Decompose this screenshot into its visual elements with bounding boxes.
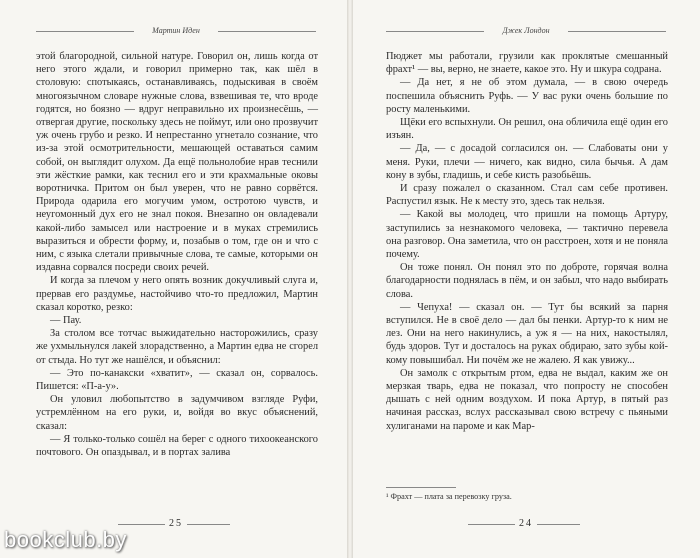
- header-rule: [36, 31, 134, 32]
- footnote: ¹ Фрахт — плата за перевозку груза.: [386, 492, 512, 501]
- right-page-number: [356, 518, 696, 529]
- paragraph: За столом все тотчас выжидательно насторожились, сразу же ухмыльнулся лакей злорадственно, а Мартин едва не сгорел от стыда. Но тут же нашёлся, и объяснил:: [36, 328, 318, 366]
- footnote-rule: [386, 487, 456, 488]
- paragraph: — Это по-канакски «хватит», — сказал он, сорвалось. Пишется: «П-а-у».: [36, 367, 318, 393]
- paragraph: И сразу пожалел о сказанном. Стал сам себе противен. Распустил язык. Не к месту это, здесь так нельзя.: [386, 183, 668, 208]
- paragraph: — Какой вы молодец, что пришли на помощь Артуру, заступились за незнакомого человека, — тактично перевела она разговор. Она заметила, что он расстроен, хотя и не поняла почему.: [386, 209, 668, 261]
- right-running-head-text: Джек Лондон: [496, 26, 555, 35]
- paragraph: Пюджет мы работали, грузили как проклятые смешанный фрахт¹ — вы, верно, не знаете, какое это. Ну и шкура содрана.: [386, 51, 668, 76]
- left-body-text: [36, 50, 318, 459]
- header-rule: [218, 31, 316, 32]
- paragraph: — Я только-только сошёл на берег с одного тихоокеанского почтового. Он опаздывал, и в портах залива: [36, 433, 318, 459]
- paragraph: Он замолк с открытым ртом, едва не выдал, каким же он мерзкая тварь, едва не показал, что попросту не способен дышать с ней одним воздухом. И пока Артур, в пятый раз начиная рассказ, вслух рассказывал свою встречу с пьяными хулиганами на пароме и как Мар-: [386, 367, 668, 432]
- paragraph: Он уловил любопытство в задумчивом взгляде Руфи, устремлённом на его руки, и, войдя во вкус объяснений, сказал:: [36, 394, 318, 432]
- left-running-head: [6, 26, 346, 35]
- left-running-head-text: Мартин Иден: [146, 26, 206, 35]
- header-rule: [568, 31, 666, 32]
- header-rule: [386, 31, 484, 32]
- left-page-number-text: 25: [165, 518, 187, 529]
- site-watermark: bookclub.by: [4, 527, 127, 552]
- left-page: [6, 0, 346, 558]
- book-gutter: [347, 0, 353, 558]
- paragraph: — Да, — с досадой согласился он. — Слабоваты они у меня. Руки, плечи — ничего, как видно, сила бычья. А дам кону в зубы, гладишь, и себе кисть разобьёшь.: [386, 143, 668, 181]
- paragraph: — Пау.: [50, 315, 82, 327]
- paragraph: Щёки его вспыхнули. Он решил, она обличила ещё один его изъян.: [386, 117, 668, 142]
- right-running-head: [356, 26, 696, 35]
- paragraph: И когда за плечом у него опять возник докучливый слуга и, прервав его раздумье, настойчиво что-то предложил, Мартин сказал коротко, резко:: [36, 275, 318, 313]
- right-body-text: [386, 50, 668, 433]
- paragraph: Он тоже понял. Он понял это по доброте, горячая волна благодарности поднялась в пём, и он забыл, что надо выбирать слова.: [386, 262, 668, 300]
- right-page: [356, 0, 696, 558]
- right-page-number-text: 24: [515, 518, 537, 529]
- paragraph: — Чепуха! — сказал он. — Тут бы всякий за парня вступился. Не в своё дело — дал бы пенки. Артур-то к ним не лез. Они на него накинулись, а уж я — на них, накостылял, будь здоров. Тут и досталось на руках обдираю, зато зубы кой-кому повышибал. Ни почём же не жалею. Я как увижу...: [386, 301, 668, 366]
- paragraph: — Да нет, я не об этом думала, — в свою очередь поспешила объяснить Руфь. — У вас руки очень большие по росту маленькими.: [386, 77, 668, 115]
- paragraph: этой благородной, сильной натуре. Говорил он, лишь когда от него этого ждали, и говорил примерно так, как шёл в столовую: спотыкаясь, останавливаясь, подыскивая в своём многоязычном словаре нужные слова, взвешивая те, что вроде годятся, но боязно — вдруг неправильно их произнесёшь, — отвергая другие, поскольку здесь не поймут, или оно прозвучит уж очень грубо и резко. И непрестанно угнетало сознание, что из-за этой осмотрительности, мешающей оставаться самим собой, он выглядит олухом. Да ещё польнолобие нрав теснили эти жёсткие рамки, как теснил его и эти крахмальные оковы воротничка. Притом он был уверен, что не равно сорвётся. Природа одарила его могучим умом, остротою чувств, и неугомонный дух его не знал покоя. Внезапно он овладевали какой-либо замысел или настроение и в муках стремились выразиться и обрести форму, и, позабыв о том, где он и что с ним, с языка слетали привычные слова, те самые, которыми он издавна сорвался посреди своих речей.: [36, 51, 318, 274]
